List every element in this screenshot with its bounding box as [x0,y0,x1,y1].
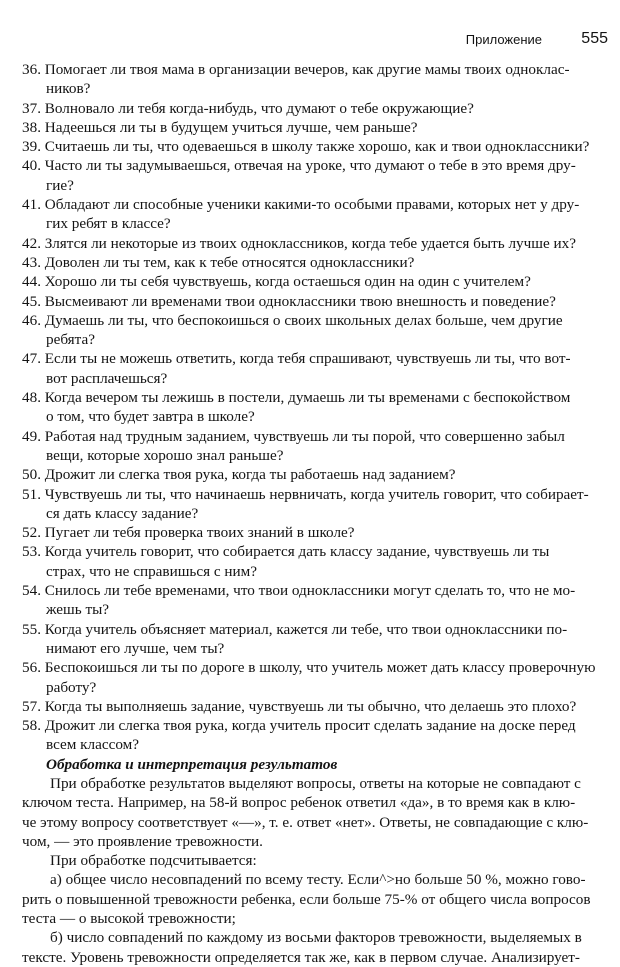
question-number: 55. [22,620,41,638]
question-item [22,581,614,620]
question-text: Хорошо ли ты себя чувствуешь, когда остаешься один на один с учителем? [44,273,531,291]
question-text: Волновало ли тебя когда-нибудь, что думают о тебе окружающие? [44,99,474,117]
question-number: 47. [22,350,41,368]
question-text: Злятся ли некоторые из твоих одноклассников, когда тебе удается быть лучше их? [44,234,576,252]
question-item [22,620,614,659]
question-text: Считаешь ли ты, что одеваешься в школу также хорошо, как и твои одноклассники? [44,138,590,156]
question-number: 44. [22,273,41,291]
paragraph-line: че этому вопросу соответствует «—», т. е. ответ «нет». Ответы, не совпадающие с клю- [22,813,589,831]
question-item [22,542,614,581]
question-item [22,485,614,524]
paragraph-line: б) число совпадений по каждому из восьми факторов тревожности, выделяемых в [50,929,582,947]
question-text: Часто ли ты задумываешься, отвечая на уроке, что думают о тебе в это время дру- [44,157,576,175]
question-list [22,60,614,755]
question-number: 41. [22,196,41,214]
question-text: Чувствуешь ли ты, что начинаешь нервничать, когда учитель говорит, что собирает- [44,485,589,503]
running-header [0,30,620,50]
question-number: 51. [22,485,41,503]
question-number: 57. [22,697,41,715]
question-item [22,427,614,466]
question-number: 37. [22,99,41,117]
question-item [22,697,614,716]
question-item [22,137,614,156]
question-text-continuation: ся дать классу задание? [46,504,199,522]
paragraph-line: При обработке результатов выделяют вопросы, ответы на которые не совпадают с [50,774,581,792]
paragraph-line: рить о повышенной тревожности ребенка, если больше 75-% от общего числа вопросов [22,890,591,908]
question-text: Думаешь ли ты, что беспокоишься о своих школьных делах больше, чем другие [44,311,563,329]
question-text: Пугает ли тебя проверка твоих знаний в школе? [44,524,355,542]
question-item [22,195,614,234]
question-text-continuation: о том, что будет завтра в школе? [46,408,255,426]
question-number: 52. [22,524,41,542]
question-text: Если ты не можешь ответить, когда тебя спрашивают, чувствуешь ли ты, что вот- [44,350,571,368]
question-number: 46. [22,311,41,329]
question-item [22,118,614,137]
question-item [22,465,614,484]
question-text-continuation: гих ребят в классе? [46,215,171,233]
question-item [22,253,614,272]
question-text: Когда вечером ты лежишь в постели, думаешь ли ты временами с беспокойством [44,389,571,407]
question-item [22,60,614,99]
question-item [22,388,614,427]
paragraph-line: ключом теста. Например, на 58-й вопрос ребенок ответил «да», в то время как в клю- [22,794,576,812]
question-item [22,523,614,542]
question-text: Беспокоишься ли ты по дороге в школу, что учитель может дать классу проверочную [44,659,596,677]
question-item [22,99,614,118]
question-number: 48. [22,389,41,407]
question-item [22,311,614,350]
question-text: Когда ты выполняешь задание, чувствуешь ли ты обычно, что делаешь это плохо? [44,697,577,715]
question-number: 40. [22,157,41,175]
question-text: Дрожит ли слегка твоя рука, когда учитель просит сделать задание на доске перед [44,717,576,735]
question-text-continuation: вещи, которые хорошо знал раньше? [46,446,284,464]
question-text: Высмеивают ли временами твои одноклассники твою внешность и поведение? [44,292,556,310]
question-number: 43. [22,253,41,271]
question-item [22,272,614,291]
question-number: 58. [22,717,41,735]
question-item [22,716,614,755]
question-text-continuation: нимают его лучше, чем ты? [46,639,225,657]
question-item [22,156,614,195]
paragraph-processing [22,774,614,851]
question-number: 39. [22,138,41,156]
paragraph-line: а) общее число несовпадений по всему тесту. Если^>но больше 50 %, можно гово- [50,871,586,889]
page-number: 555 [581,30,608,47]
question-number: 38. [22,118,41,136]
question-text: Когда учитель объясняет материал, кажется ли тебе, что твои одноклассники по- [44,620,568,638]
section-heading: Обработка и интерпретация результатов [46,755,338,773]
question-item [22,658,614,697]
question-text-continuation: гие? [46,176,74,194]
question-text: Обладают ли способные ученики какими-то особыми правами, которых нет у дру- [44,196,580,214]
question-text-continuation: ребята? [46,331,95,349]
question-text-continuation: ников? [46,80,91,98]
paragraph-line: тексте. Уровень тревожности определяется так же, как в первом случае. Анализирует- [22,948,580,966]
question-text-continuation: вот расплачешься? [46,369,168,387]
question-text: Доволен ли ты тем, как к тебе относятся одноклассники? [44,253,415,271]
question-text-continuation: работу? [46,678,97,696]
paragraph-line: чом, — это проявление тревожности. [22,832,263,850]
section-title-header: Приложение [465,32,542,47]
question-text: Работая над трудным заданием, чувствуешь ли ты порой, что совершенно забыл [44,427,565,445]
question-text: Помогает ли твоя мама в организации вечеров, как другие мамы твоих одноклас- [44,61,570,78]
question-text: Дрожит ли слегка твоя рука, когда ты работаешь над заданием? [44,466,456,484]
question-number: 42. [22,234,41,252]
question-text: Когда учитель говорит, что собирается дать классу задание, чувствуешь ли ты [44,543,550,561]
question-text-continuation: всем классом? [46,736,139,754]
question-item [22,349,614,388]
paragraph-counting: При обработке подсчитывается: [50,852,257,870]
question-text-continuation: страх, что не справишься с ним? [46,562,258,580]
paragraph-line: теста — о высокой тревожности; [22,910,236,928]
question-number: 50. [22,466,41,484]
question-number: 56. [22,659,41,677]
question-number: 45. [22,292,41,310]
paragraph-item-a [22,870,614,928]
question-number: 54. [22,582,41,600]
question-item [22,234,614,253]
question-text: Надеешься ли ты в будущем учиться лучше, чем раньше? [44,118,418,136]
question-number: 49. [22,427,41,445]
question-item [22,292,614,311]
page-body [22,60,614,967]
question-number: 36. [22,61,41,78]
paragraph-item-b [22,928,614,967]
question-number: 53. [22,543,41,561]
question-text: Снилось ли тебе временами, что твои одноклассники могут сделать то, что не мо- [44,582,576,600]
question-text-continuation: жешь ты? [46,601,110,619]
